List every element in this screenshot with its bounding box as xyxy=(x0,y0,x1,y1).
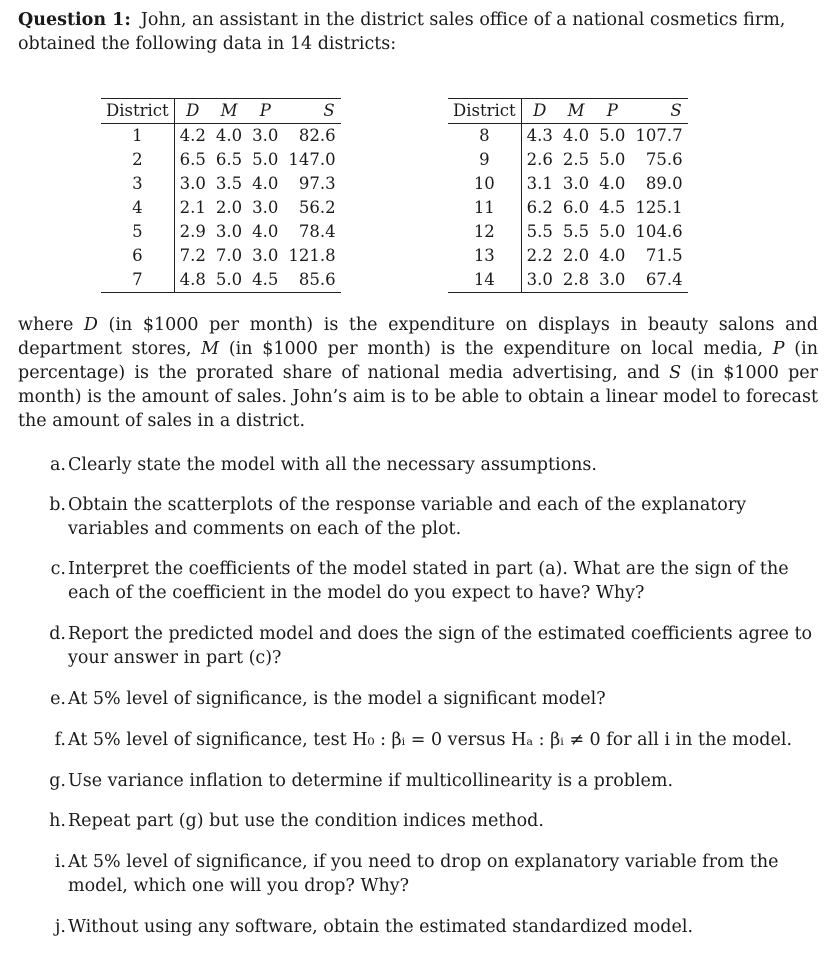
cell-d: 2.9 xyxy=(179,222,206,241)
cell-p: 4.0 xyxy=(252,222,279,241)
cell-district: 3 xyxy=(101,172,174,196)
cell-m: 7.0 xyxy=(215,246,243,265)
part-label: d. xyxy=(49,624,66,644)
var-p: P xyxy=(772,339,785,359)
variable-description xyxy=(18,313,818,433)
cell-d: 7.2 xyxy=(179,246,206,265)
header-m: M xyxy=(558,99,594,124)
list-item xyxy=(18,622,818,670)
cell-s: 56.2 xyxy=(298,198,336,217)
cell-s: 97.3 xyxy=(298,174,336,193)
cell-m: 6.5 xyxy=(215,150,243,169)
cell-district: 9 xyxy=(448,148,521,172)
cell-district: 14 xyxy=(448,268,521,293)
list-item xyxy=(18,769,673,793)
cell-m: 4.0 xyxy=(562,126,590,145)
list-item xyxy=(18,557,818,605)
cell-p: 3.0 xyxy=(252,246,279,265)
part-text: Without using any software, obtain the estimated standardized model. xyxy=(68,917,694,937)
question-intro xyxy=(18,8,818,56)
cell-p: 4.0 xyxy=(599,246,626,265)
cell-s: 107.7 xyxy=(635,126,683,145)
data-table-left xyxy=(101,98,341,293)
desc-text: (in percentage) is the prorated share of national media advertising, and xyxy=(18,339,818,383)
document-page xyxy=(18,8,818,937)
cell-s: 82.6 xyxy=(298,126,336,145)
header-p: P xyxy=(594,99,630,124)
cell-s: 147.0 xyxy=(288,150,336,169)
header-m: M xyxy=(211,99,247,124)
cell-d: 3.1 xyxy=(526,174,553,193)
table-row xyxy=(448,148,688,172)
table-row xyxy=(448,196,688,220)
part-label: i. xyxy=(54,852,66,872)
table-row xyxy=(101,124,341,149)
cell-p: 4.0 xyxy=(252,174,279,193)
var-s: S xyxy=(669,363,682,383)
cell-s: 121.8 xyxy=(288,246,336,265)
cell-district: 12 xyxy=(448,220,521,244)
cell-p: 4.5 xyxy=(247,268,283,293)
list-item xyxy=(18,453,597,477)
cell-d: 2.2 xyxy=(526,246,553,265)
cell-p: 4.0 xyxy=(599,174,626,193)
cell-m: 5.5 xyxy=(562,222,590,241)
desc-text: (in $1000 per month) is the amount of sales. John’s aim is to be able to obtain a linear model to forecast the amount of sales in a district. xyxy=(18,363,818,431)
cell-m: 3.0 xyxy=(562,174,590,193)
header-s: S xyxy=(283,99,340,124)
part-label: f. xyxy=(54,730,66,750)
part-text: Repeat part (g) but use the condition indices method. xyxy=(68,811,544,831)
var-m: M xyxy=(201,339,220,359)
list-item xyxy=(18,728,792,752)
cell-district: 6 xyxy=(101,244,174,268)
part-label: c. xyxy=(50,559,66,579)
part-label: a. xyxy=(50,455,66,475)
data-tables xyxy=(18,98,818,298)
cell-district: 1 xyxy=(101,124,174,149)
table-row xyxy=(101,148,341,172)
cell-d: 4.8 xyxy=(174,268,211,293)
part-label: j. xyxy=(55,917,66,937)
cell-s: 125.1 xyxy=(635,198,683,217)
table-header-row xyxy=(101,99,341,124)
desc-text: (in $1000 per month) is the expenditure on displays in beauty salons and department stores, xyxy=(18,315,818,359)
cell-d: 4.2 xyxy=(179,126,206,145)
cell-d: 6.5 xyxy=(179,150,206,169)
cell-s: 71.5 xyxy=(645,246,683,265)
cell-m: 2.0 xyxy=(562,246,590,265)
cell-m: 2.5 xyxy=(562,150,590,169)
cell-p: 5.0 xyxy=(252,150,279,169)
table-row xyxy=(101,220,341,244)
cell-s: 104.6 xyxy=(635,222,683,241)
cell-p: 3.0 xyxy=(594,268,630,293)
desc-text: where xyxy=(18,315,84,335)
cell-m: 2.0 xyxy=(215,198,243,217)
table-row xyxy=(448,244,688,268)
question-intro-text: John, an assistant in the district sales office of a national cosmetics firm, obtained the following data in 14 districts: xyxy=(18,10,786,54)
cell-m: 5.0 xyxy=(211,268,247,293)
table-row xyxy=(101,196,341,220)
table-row xyxy=(448,124,688,149)
table-row xyxy=(448,220,688,244)
cell-p: 3.0 xyxy=(252,126,279,145)
table-row xyxy=(101,172,341,196)
question-number: Question 1: xyxy=(18,10,131,30)
header-p: P xyxy=(247,99,283,124)
cell-s: 67.4 xyxy=(630,268,687,293)
desc-text: (in $1000 per month) is the expenditure on local media, xyxy=(219,339,773,359)
part-text: Interpret the coefficients of the model stated in part (a). What are the sign of the each of the coefficient in the model do you expect to have? Why? xyxy=(68,559,789,603)
header-d: D xyxy=(174,99,211,124)
list-item xyxy=(18,915,693,939)
cell-d: 2.1 xyxy=(179,198,206,217)
part-label: h. xyxy=(49,811,66,831)
cell-district: 7 xyxy=(101,268,174,293)
cell-d: 5.5 xyxy=(526,222,553,241)
list-item xyxy=(18,809,544,833)
cell-district: 13 xyxy=(448,244,521,268)
cell-d: 2.6 xyxy=(526,150,553,169)
cell-district: 10 xyxy=(448,172,521,196)
part-text: Obtain the scatterplots of the response variable and each of the explanatory variables and comments on each of the plot. xyxy=(68,495,747,539)
data-table-right xyxy=(448,98,688,293)
part-text: At 5% level of significance, if you need to drop on explanatory variable from the model, which one will you drop? Why? xyxy=(68,852,779,896)
list-item xyxy=(18,850,818,898)
cell-d: 6.2 xyxy=(526,198,553,217)
cell-district: 4 xyxy=(101,196,174,220)
cell-s: 78.4 xyxy=(298,222,336,241)
cell-p: 5.0 xyxy=(599,150,626,169)
cell-m: 2.8 xyxy=(558,268,594,293)
part-text: Report the predicted model and does the sign of the estimated coefficients agree to your answer in part (c)? xyxy=(68,624,813,668)
list-item xyxy=(18,493,818,541)
table-row xyxy=(101,268,341,293)
part-text: Use variance inflation to determine if multicollinearity is a problem. xyxy=(68,771,674,791)
cell-district: 5 xyxy=(101,220,174,244)
part-text: At 5% level of significance, test H₀ : βᵢ = 0 versus Hₐ : βᵢ ≠ 0 for all i in the model. xyxy=(68,730,793,750)
table-header-row xyxy=(448,99,688,124)
table-row xyxy=(101,244,341,268)
cell-district: 8 xyxy=(448,124,521,149)
cell-s: 85.6 xyxy=(283,268,340,293)
cell-p: 4.5 xyxy=(599,198,626,217)
table-row xyxy=(448,268,688,293)
header-district: District xyxy=(101,99,174,124)
part-text: At 5% level of significance, is the model a significant model? xyxy=(68,689,606,709)
part-label: g. xyxy=(49,771,66,791)
part-label: b. xyxy=(49,495,66,515)
cell-s: 75.6 xyxy=(645,150,683,169)
cell-m: 3.5 xyxy=(215,174,243,193)
header-district: District xyxy=(448,99,521,124)
var-d: D xyxy=(83,315,98,335)
list-item xyxy=(18,687,606,711)
cell-d: 3.0 xyxy=(521,268,558,293)
cell-district: 2 xyxy=(101,148,174,172)
part-text: Clearly state the model with all the necessary assumptions. xyxy=(68,455,597,475)
header-s: S xyxy=(630,99,687,124)
cell-p: 5.0 xyxy=(599,126,626,145)
cell-district: 11 xyxy=(448,196,521,220)
cell-p: 5.0 xyxy=(599,222,626,241)
cell-d: 3.0 xyxy=(179,174,206,193)
cell-d: 4.3 xyxy=(526,126,553,145)
cell-m: 6.0 xyxy=(562,198,590,217)
cell-m: 4.0 xyxy=(215,126,243,145)
cell-p: 3.0 xyxy=(252,198,279,217)
part-label: e. xyxy=(50,689,66,709)
header-d: D xyxy=(521,99,558,124)
cell-s: 89.0 xyxy=(645,174,683,193)
cell-m: 3.0 xyxy=(215,222,243,241)
table-row xyxy=(448,172,688,196)
